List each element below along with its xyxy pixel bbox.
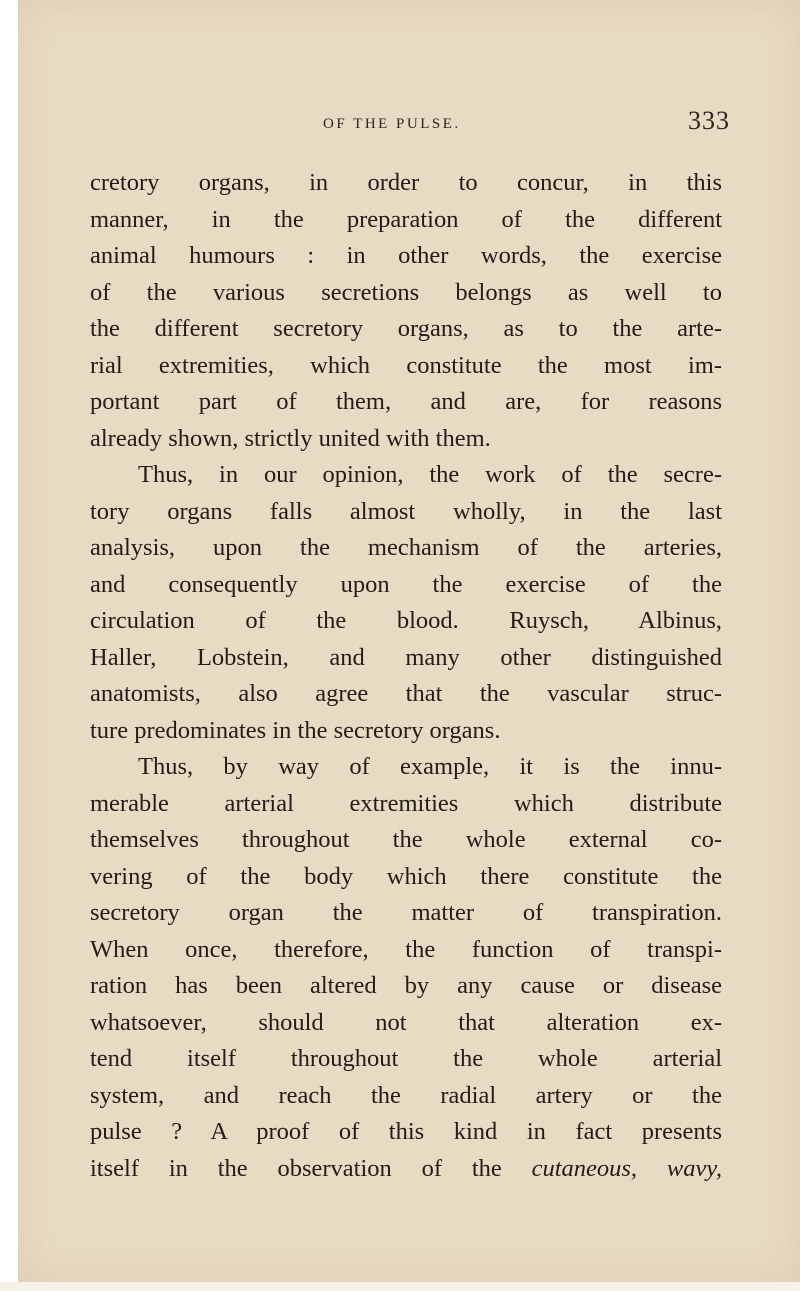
text-line: cretory organs, in order to concur, in this <box>90 169 722 196</box>
text-line: When once, therefore, the function of transpi- <box>90 935 722 963</box>
paragraph-start-line: Thus, by way of example, it is the innu- <box>138 753 722 780</box>
text-line: themselves throughout the whole external co- <box>90 826 722 853</box>
text-line: and consequently upon the exercise of the <box>90 570 722 598</box>
text-line: tory organs falls almost wholly, in the last <box>90 497 722 525</box>
text-line: analysis, upon the mechanism of the arteries, <box>90 534 722 561</box>
text-line: circulation of the blood. Ruysch, Albinus, <box>90 607 722 634</box>
text-line: anatomists, also agree that the vascular struc- <box>90 680 722 707</box>
italic-phrase: cutaneous, wavy, <box>531 1154 722 1182</box>
text-line: ration has been altered by any cause or disease <box>90 972 722 999</box>
running-title: OF THE PULSE. <box>323 116 461 132</box>
text-line: Haller, Lobstein, and many other distinguished <box>90 643 722 671</box>
text-line: of the various secretions belongs as well to <box>90 278 722 306</box>
text-line: system, and reach the radial artery or the <box>90 1081 722 1109</box>
book-page <box>18 0 800 1282</box>
text-line: the different secretory organs, as to the arte- <box>90 315 722 342</box>
page-bottom-edge <box>0 1282 800 1291</box>
final-text-line <box>90 1151 722 1188</box>
text-line: pulse ? A proof of this kind in fact presents <box>90 1118 722 1145</box>
paragraph-end-line: ture predominates in the secretory organs. <box>90 716 501 744</box>
text-line: merable arterial extremities which distribute <box>90 789 722 817</box>
final-line-start: itself in the observation of the <box>90 1154 532 1182</box>
page-number: 333 <box>688 106 730 135</box>
text-line: secretory organ the matter of transpiration. <box>90 899 722 926</box>
text-line: vering of the body which there constitute the <box>90 862 722 890</box>
text-line: tend itself throughout the whole arterial <box>90 1045 722 1072</box>
paragraph-start-line: Thus, in our opinion, the work of the secre- <box>138 461 722 488</box>
paragraph-end-line: already shown, strictly united with them. <box>90 424 491 452</box>
text-line: animal humours : in other words, the exercise <box>90 242 722 269</box>
page-header <box>18 106 800 146</box>
body-text <box>90 165 722 1187</box>
text-line: whatsoever, should not that alteration ex- <box>90 1008 722 1036</box>
text-line: rial extremities, which constitute the most im- <box>90 351 722 379</box>
text-line: portant part of them, and are, for reasons <box>90 388 722 415</box>
text-line: manner, in the preparation of the different <box>90 205 722 233</box>
